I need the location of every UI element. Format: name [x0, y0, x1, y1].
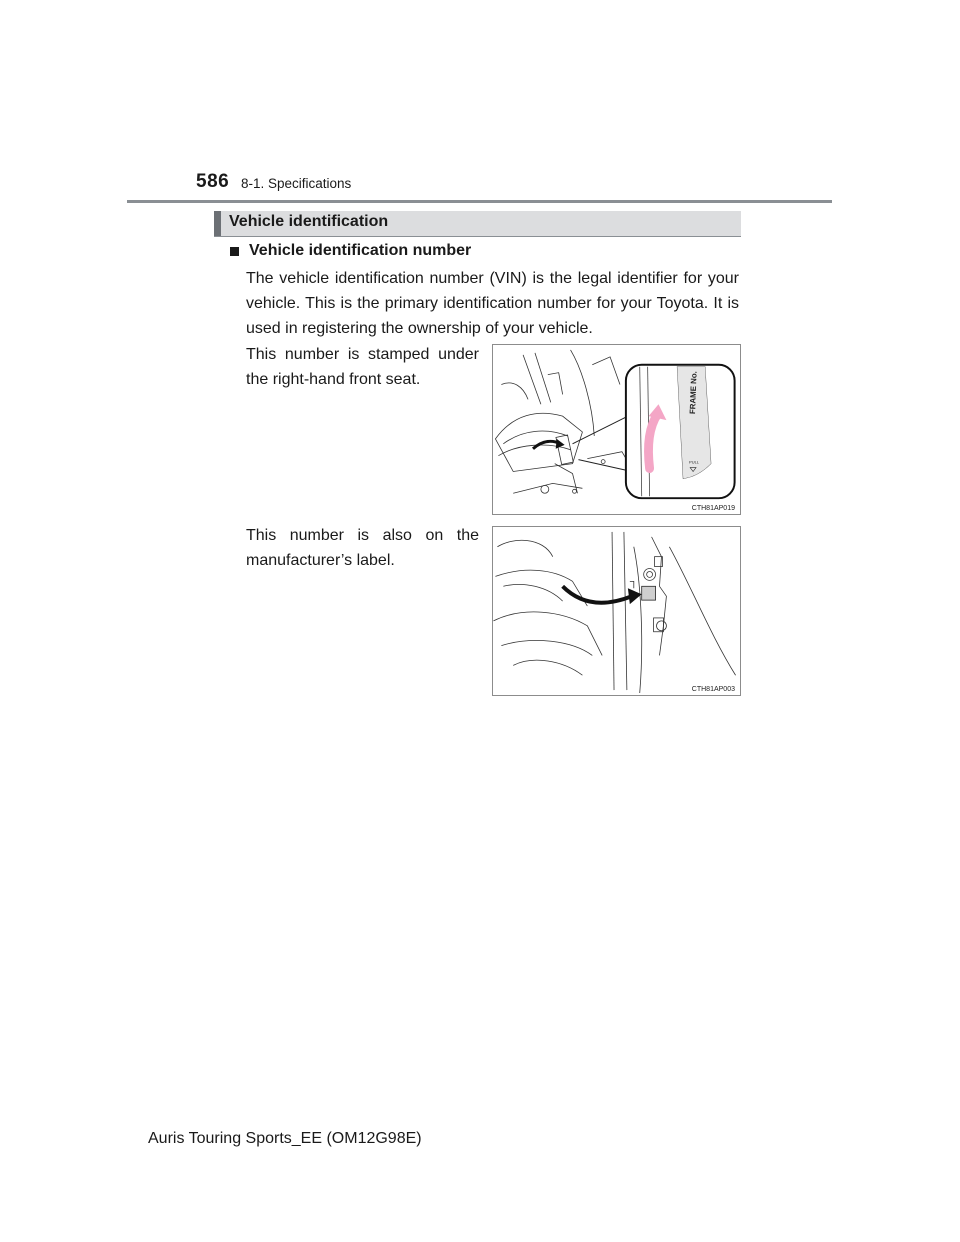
figure-code: CTH81AP003 [691, 686, 735, 693]
figure-caption-seat: This number is stamped under the right-hand front seat. [246, 346, 479, 388]
footer-manual-title: Auris Touring Sports_EE (OM12G98E) [148, 1130, 422, 1147]
subheading-text: Vehicle identification number [249, 242, 472, 259]
body-paragraph: The vehicle identification number (VIN) is the legal identifier for your vehicle. This is the primary identification number for your Toyota. It is used in registering the ownership of your vehicle. [246, 270, 739, 337]
figure-vin-under-seat [492, 344, 741, 515]
square-bullet-icon [230, 247, 239, 256]
figure-manufacturer-label [492, 526, 741, 696]
section-title: Vehicle identification [229, 213, 389, 230]
subheading [230, 242, 471, 260]
section-marker [214, 211, 221, 236]
chapter-section-label: 8-1. Specifications [241, 176, 352, 191]
pull-label: PULL [689, 459, 699, 465]
frame-number-label: FRAME No. [688, 370, 699, 415]
door-pillar-illustration [493, 527, 740, 695]
page-number: 586 [196, 171, 230, 192]
seat-illustration [493, 345, 740, 514]
header-rule [127, 200, 832, 203]
figure-code: CTH81AP019 [691, 505, 735, 512]
figure-caption-label: This number is also on the manufacturer’s label. [246, 527, 479, 569]
section-heading-bar [214, 211, 741, 237]
